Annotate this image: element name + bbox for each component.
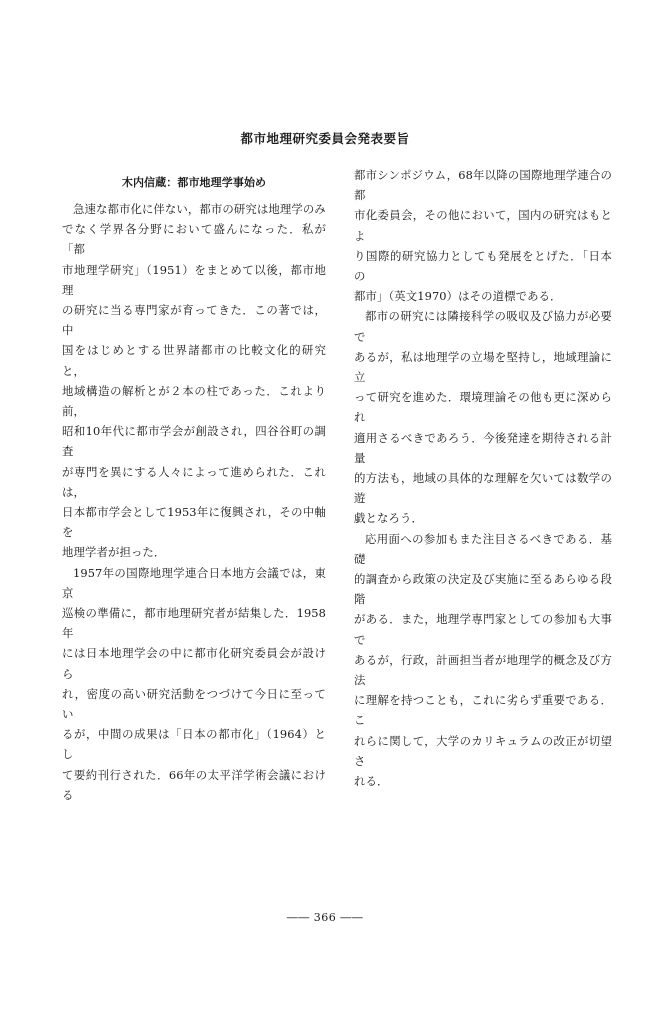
page-number: ―― 366 ―― (286, 911, 364, 924)
right-column (354, 165, 612, 791)
continued-paragraph: 都市シンポジウム，68年以降の国際地理学連合の都 市化委員会，その他において，国内の研究はもとよ り国際的研究協力としても発展をとげた．「日本の 都市」（英文1970）はその道標である． (354, 168, 612, 304)
body-paragraph: 都市の研究には隣接科学の吸収及び協力が必要で あるが，私は地理学の立場を堅持し，地域理論に立 って研究を進めた．環境理論その他も更に深められ 適用さるべきであろう．今後発達を期待される計量 的方法も，地域の具体的な理解を欠いては数学の遊 戯となろう． (354, 309, 612, 526)
body-paragraph: 応用面への参加もまた注目さるべきである．基礎 的調査から政策の決定及び実施に至るあらゆる段階 がある．また，地理学専門家としての参加も大事で あるが，行政，計画担当者が地理学的概念及び方法 に理解を持つことも，これに劣らず重要である．こ れらに関して，大学のカリキュラムの改正が切望さ れる． (354, 531, 612, 789)
page-title: 都市地理研究委員会発表要旨 (240, 131, 410, 146)
body-paragraph: 急速な都市化に伴ない，都市の研究は地理学のみ でなく学界各分野において盛んになった．私が「都 市地理学研究」（1951）をまとめて以後，都市地理 の研究に当る専門家が育ってきた．この著では，中 国をはじめとする世界諸都市の比較文化的研究と， 地域構造の解析とが２本の柱であった．これより前， 昭和10年代に都市学会が創設され，四谷谷町の調査 が専門を異にする人々によって進められた．これは， 日本都市学会として1953年に復興され，その中軸を 地理学者が担った． (62, 202, 326, 560)
body-paragraph: 1957年の国際地理学連合日本地方会議では，東京 巡検の準備に，都市地理研究者が結集した．1958年 には日本地理学会の中に都市化研究委員会が設けら れ，密度の高い研究活動をつづけて今日に至ってい るが，中間の成果は「日本の都市化」（1964）とし て要約刊行された．66年の太平洋学術会議における (62, 565, 326, 802)
left-column (62, 173, 326, 805)
author-line: 木内信蔵：都市地理学事始め (121, 176, 267, 189)
